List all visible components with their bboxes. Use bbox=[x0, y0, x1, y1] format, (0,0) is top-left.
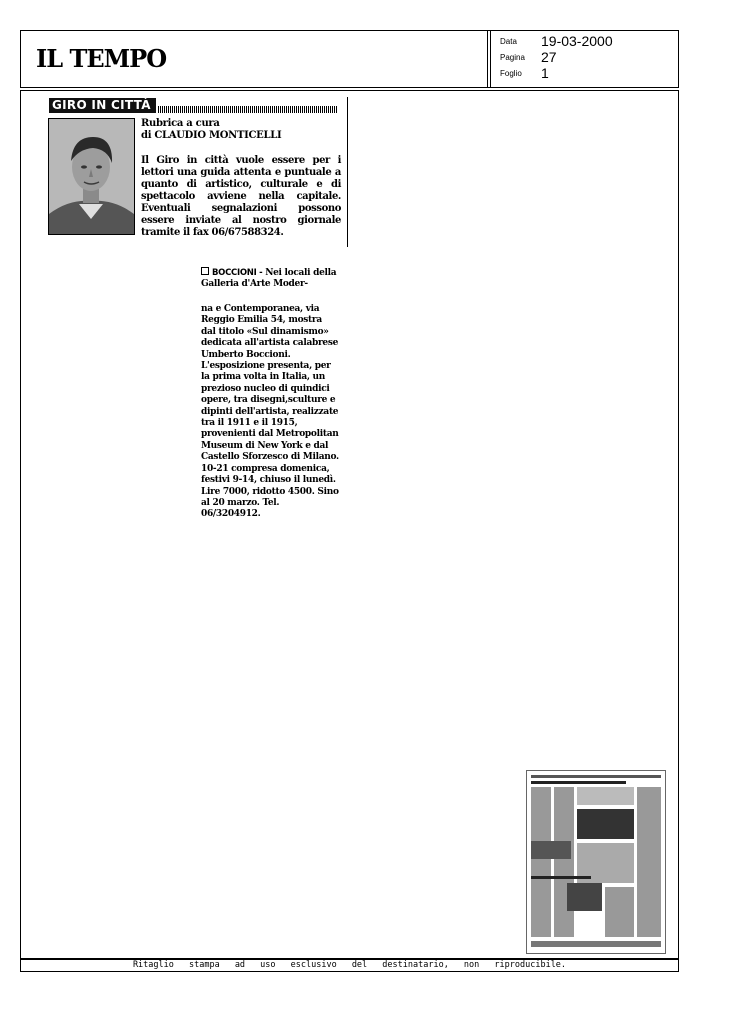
byline-line-2: di CLAUDIO MONTICELLI bbox=[141, 130, 282, 141]
sheet-label: Foglio bbox=[500, 69, 522, 78]
column-byline bbox=[141, 118, 341, 142]
sheet-value: 1 bbox=[541, 65, 549, 81]
footer-notice: Ritaglio stampa ad uso esclusivo del destinatario, non riproducibile. bbox=[132, 960, 567, 970]
article-body: na e Contemporanea, via Reggio Emilia 54, mostra dal titolo «Sul dinamismo» dedicata all'artista calabrese Umberto Boccioni. L'esposizione presenta, per la prima volta in Italia, un prezioso nucleo di quindici opere, tra disegni,sculture e dipinti dell'artista, realizzate tra il 1911 e il 1915, provenienti dal Metropolitan Museum di New York e dal Castello Sforzesco di Milano. 10-21 compresa domenica, festivi 9-14, chiuso il lunedì. Lire 7000, ridotto 4500. Sino al 20 marzo. Tel. 06/3204912. bbox=[201, 304, 339, 520]
newspaper-logo: IL TEMPO bbox=[36, 44, 167, 73]
column-title: GIRO IN CITTÀ bbox=[49, 98, 156, 113]
column-intro: Il Giro in città vuole essere per i lettori una guida attenta e puntuale a quanto di artistico, culturale e di spettacolo avviene nella capitale. Eventuali segnalazioni possono essere inviate al nostro giornale tramite il fax 06/67588324. bbox=[141, 155, 341, 238]
column-divider bbox=[347, 97, 348, 247]
page-thumbnail bbox=[526, 770, 666, 954]
date-value: 19-03-2000 bbox=[541, 33, 613, 49]
date-label: Data bbox=[500, 37, 517, 46]
article-lead-paragraph bbox=[201, 267, 339, 291]
column-title-rule bbox=[158, 106, 337, 113]
header-divider-inner bbox=[490, 30, 491, 88]
page-label: Pagina bbox=[500, 53, 525, 62]
article-keyword: BOCCIONI - bbox=[212, 268, 263, 278]
article-lead: Nei locali della Galleria d'Arte Moder- bbox=[201, 268, 337, 290]
bullet-box-icon bbox=[201, 267, 209, 275]
author-photo bbox=[48, 118, 135, 235]
header-divider bbox=[487, 30, 488, 88]
byline-line-1: Rubrica a cura bbox=[141, 118, 220, 129]
author-portrait-image bbox=[49, 119, 134, 234]
page-thumbnail-image bbox=[527, 771, 665, 953]
page-value: 27 bbox=[541, 49, 557, 65]
